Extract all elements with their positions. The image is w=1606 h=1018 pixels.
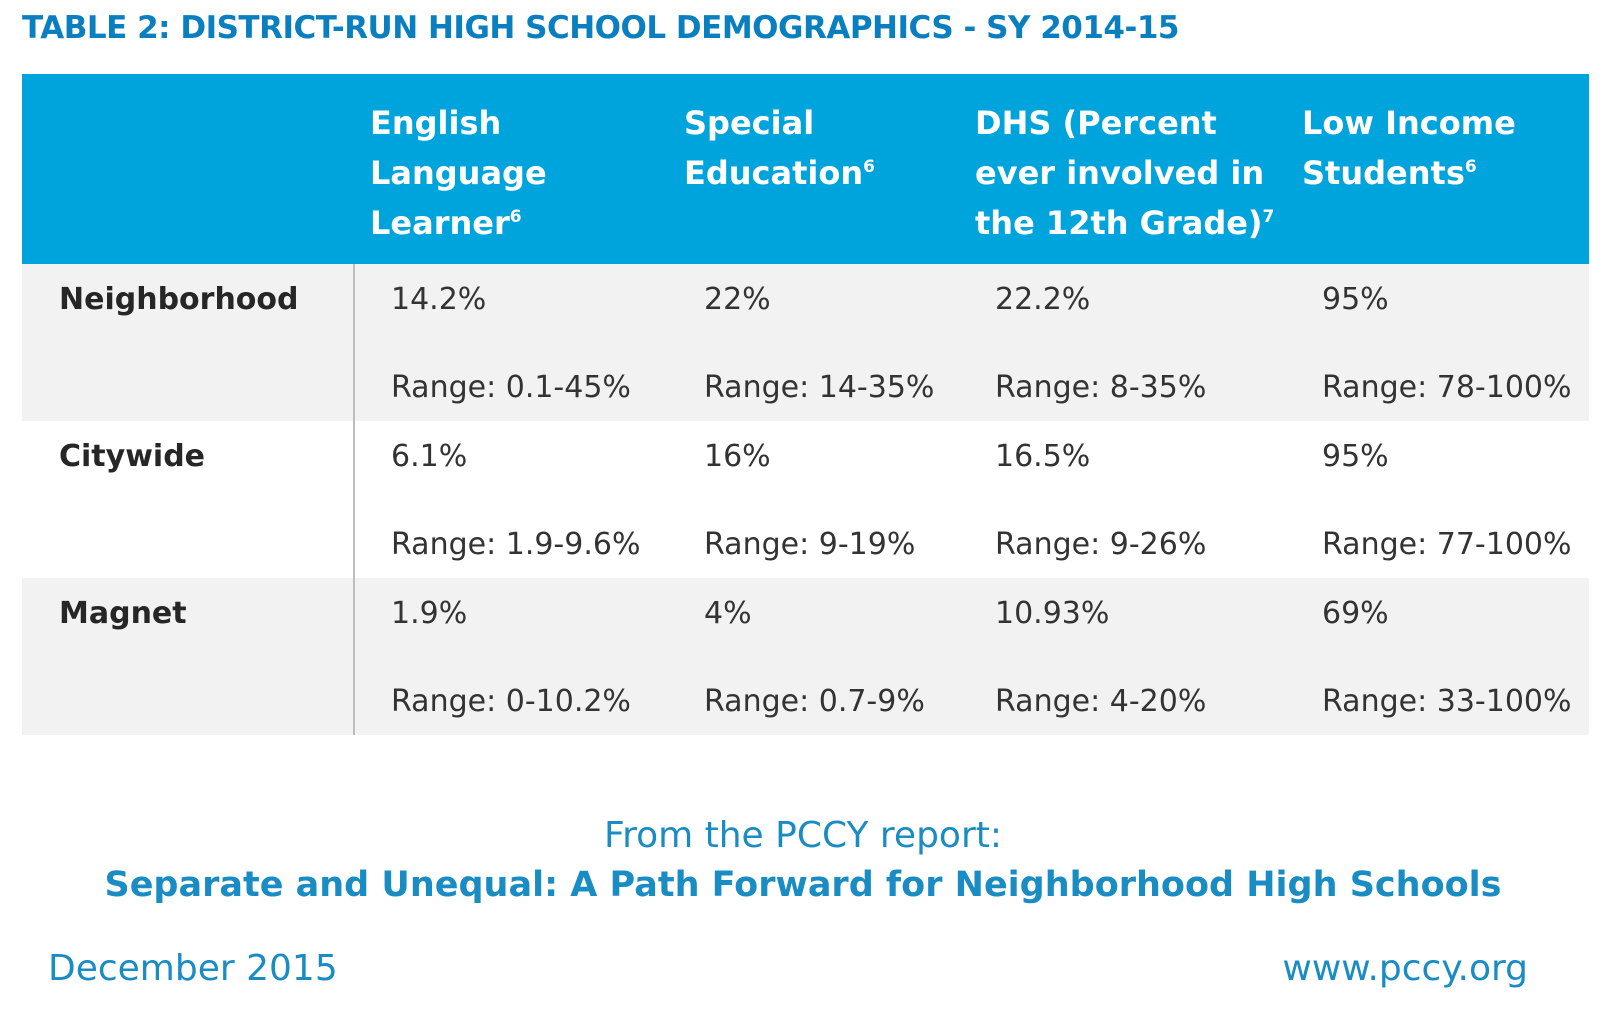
cell-value: 14.2%: [391, 282, 487, 317]
cell-value: 16%: [704, 439, 771, 474]
source-intro: From the PCCY report:: [603, 815, 1003, 856]
cell-range: Range: 14-35%: [704, 370, 935, 405]
column-divider: [353, 264, 355, 735]
cell-value: 16.5%: [995, 439, 1091, 474]
cell-range: Range: 9-26%: [995, 527, 1207, 562]
row-label: Magnet: [59, 596, 187, 631]
cell-range: Range: 1.9-9.6%: [391, 527, 641, 562]
cell-value: 22%: [704, 282, 771, 317]
cell-range: Range: 78-100%: [1322, 370, 1572, 405]
cell-range: Range: 77-100%: [1322, 527, 1572, 562]
demographics-table: [22, 74, 1589, 735]
table-header: [22, 74, 1589, 264]
table-row-citywide: [22, 421, 1589, 578]
cell-value: 1.9%: [391, 596, 468, 631]
cell-range: Range: 9-19%: [704, 527, 916, 562]
header-low-income-students: Low Income Students$^6$: [1302, 104, 1516, 192]
cell-value: 22.2%: [995, 282, 1091, 317]
cell-value: 6.1%: [391, 439, 468, 474]
cell-range: Range: 0.1-45%: [391, 370, 631, 405]
cell-value: 10.93%: [995, 596, 1110, 631]
row-label: Citywide: [59, 439, 206, 474]
header-english-language-learner: English Language Learner$^6$: [370, 104, 547, 242]
cell-range: Range: 33-100%: [1322, 684, 1572, 719]
table-row-neighborhood: [22, 264, 1589, 421]
cell-value: 69%: [1322, 596, 1389, 631]
cell-value: 95%: [1322, 439, 1389, 474]
footer-url[interactable]: www.pccy.org: [1282, 948, 1528, 989]
cell-range: Range: 0-10.2%: [391, 684, 631, 719]
page-title: TABLE 2: DISTRICT-RUN HIGH SCHOOL DEMOGRAPHICS - SY 2014-15: [22, 10, 1179, 46]
header-dhs: DHS (Percent ever involved in the 12th Grade)$^7$: [975, 104, 1275, 242]
cell-range: Range: 0.7-9%: [704, 684, 925, 719]
cell-range: Range: 4-20%: [995, 684, 1207, 719]
cell-range: Range: 8-35%: [995, 370, 1207, 405]
cell-value: 4%: [704, 596, 752, 631]
table-row-magnet: [22, 578, 1589, 735]
cell-value: 95%: [1322, 282, 1389, 317]
row-label: Neighborhood: [59, 282, 299, 317]
source-report-title: Separate and Unequal: A Path Forward for Neighborhood High Schools: [104, 865, 1502, 905]
header-special-education: Special Education$^6$: [684, 104, 875, 192]
footer-date: December 2015: [48, 948, 338, 989]
